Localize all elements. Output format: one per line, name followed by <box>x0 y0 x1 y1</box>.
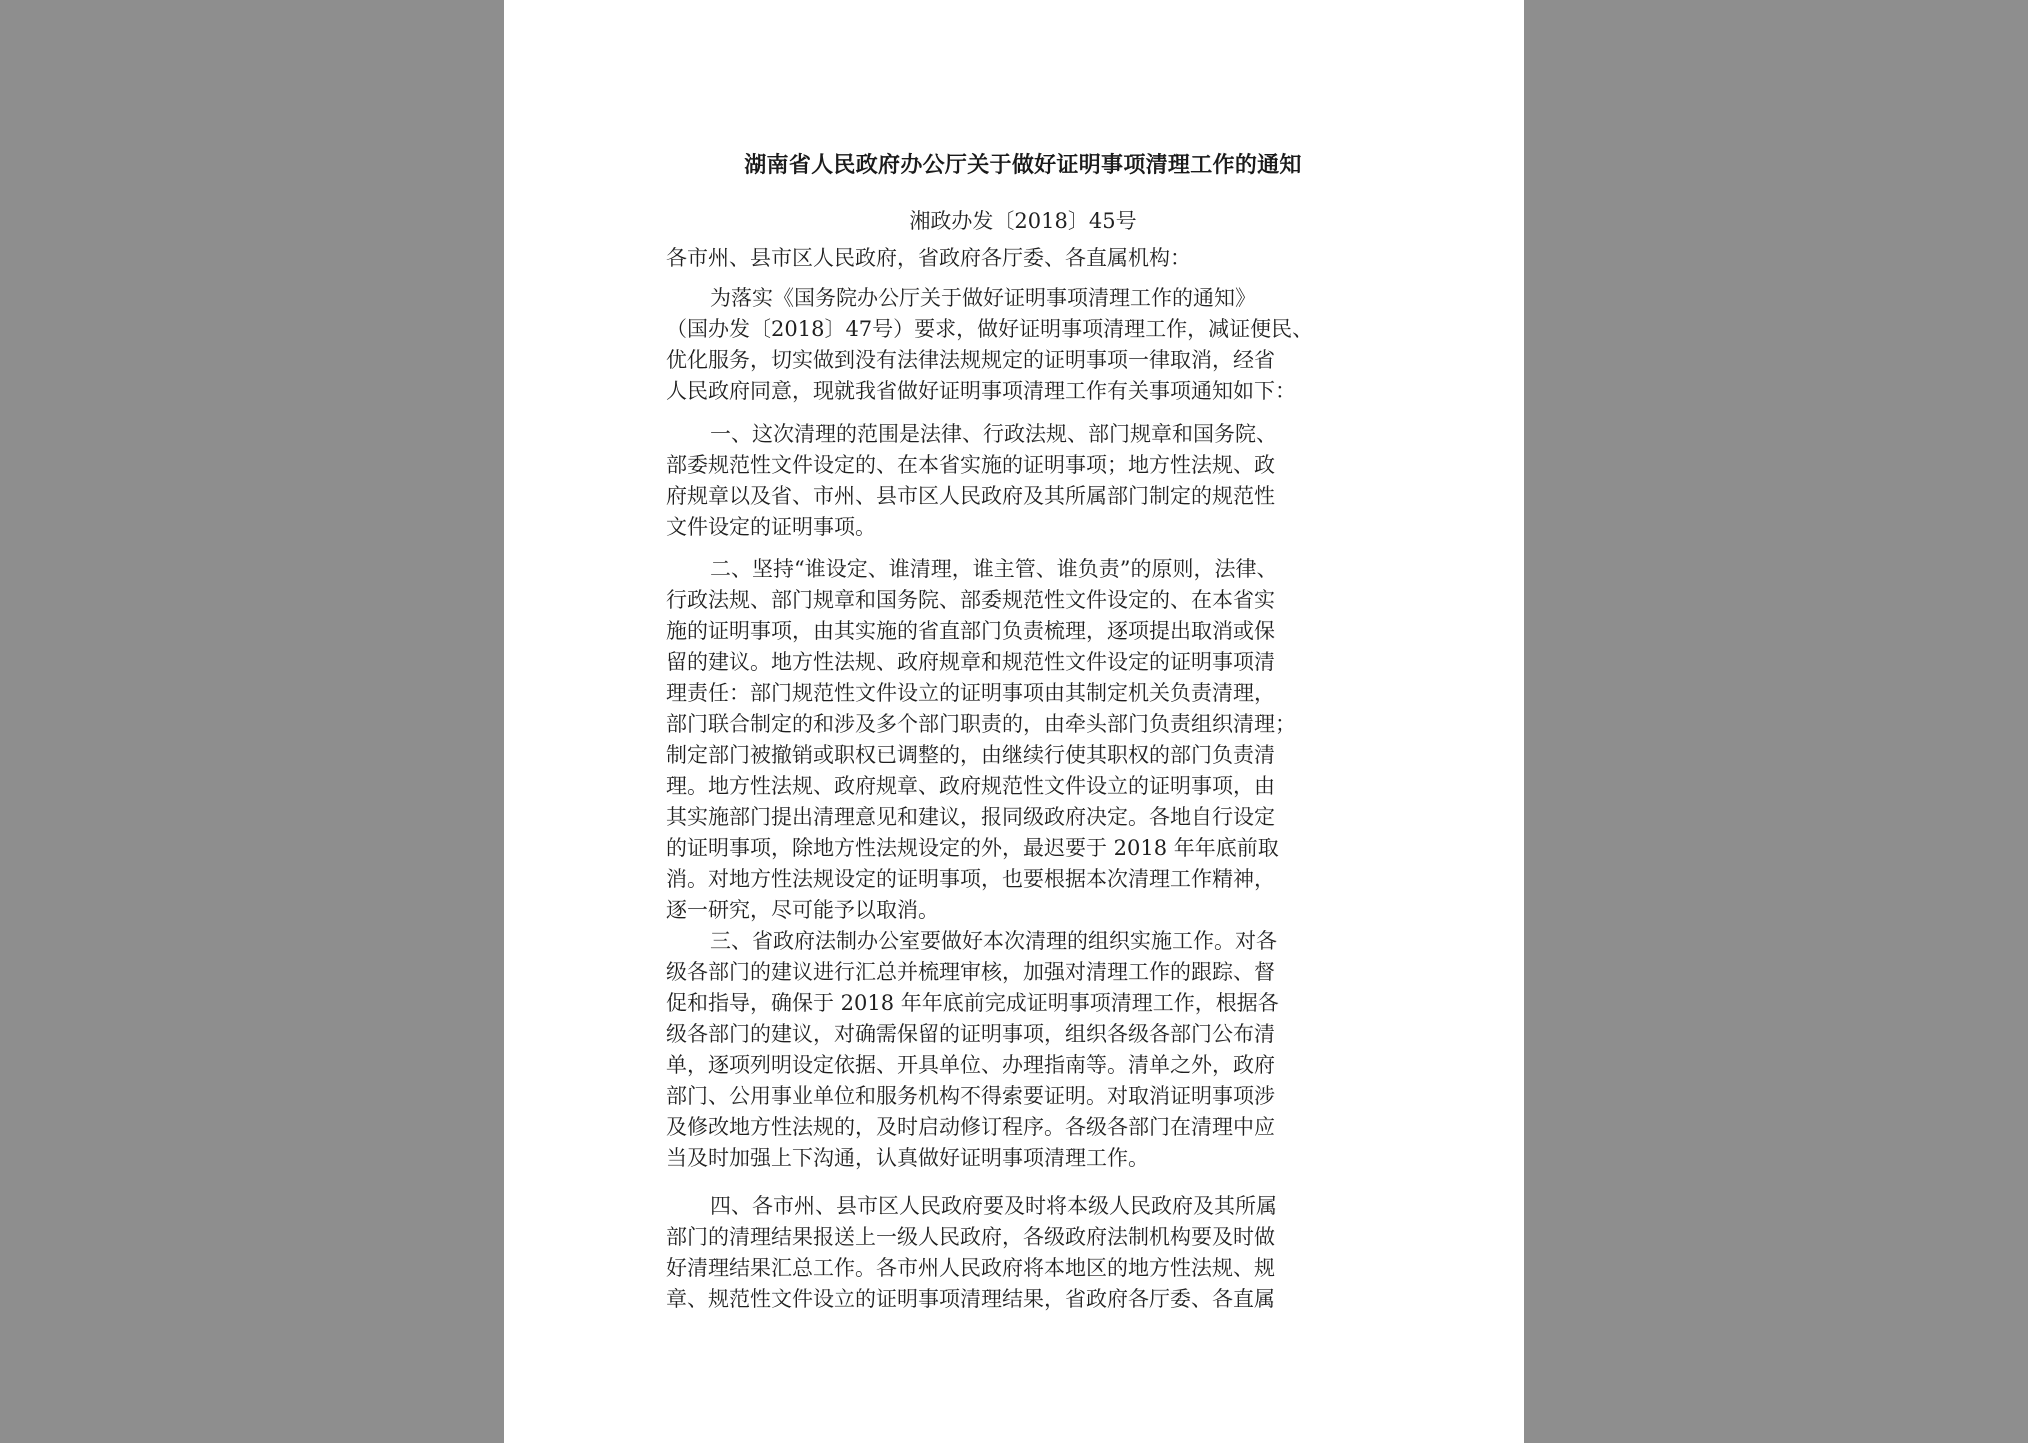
paragraph-line: 二、坚持“谁设定、谁清理，谁主管、谁负责”的原则，法律、 <box>710 557 1278 581</box>
paragraph-intro <box>666 283 1380 407</box>
paragraph-line: 当及时加强上下沟通，认真做好证明事项清理工作。 <box>666 1146 1149 1170</box>
paragraph-line: 理责任：部门规范性文件设立的证明事项由其制定机关负责清理， <box>666 681 1275 705</box>
paragraph-line: 一、这次清理的范围是法律、行政法规、部门规章和国务院、 <box>710 422 1277 446</box>
paragraph-line: 三、省政府法制办公室要做好本次清理的组织实施工作。对各 <box>710 929 1277 953</box>
paragraph-item-2 <box>666 554 1380 926</box>
paragraph-line: 级各部门的建议，对确需保留的证明事项，组织各级各部门公布清 <box>666 1022 1275 1046</box>
paragraph-line: 理。地方性法规、政府规章、政府规范性文件设立的证明事项，由 <box>666 774 1275 798</box>
paragraph-line: 逐一研究，尽可能予以取消。 <box>666 898 939 922</box>
paragraph-line: 人民政府同意，现就我省做好证明事项清理工作有关事项通知如下： <box>666 379 1296 403</box>
paragraph-line: 施的证明事项，由其实施的省直部门负责梳理，逐项提出取消或保 <box>666 619 1275 643</box>
paragraph-line: （国办发〔2018〕47号）要求，做好证明事项清理工作，减证便民、 <box>666 317 1314 341</box>
paragraph-line: 文件设定的证明事项。 <box>666 515 876 539</box>
paragraph-line: 优化服务，切实做到没有法律法规规定的证明事项一律取消，经省 <box>666 348 1275 372</box>
paragraph-line: 部门的清理结果报送上一级人民政府，各级政府法制机构要及时做 <box>666 1225 1275 1249</box>
paragraph-line: 为落实《国务院办公厅关于做好证明事项清理工作的通知》 <box>710 286 1256 310</box>
paragraph-item-4 <box>666 1191 1380 1315</box>
paragraph-line: 单，逐项列明设定依据、开具单位、办理指南等。清单之外，政府 <box>666 1053 1275 1077</box>
paragraph-line: 部委规范性文件设定的、在本省实施的证明事项；地方性法规、政 <box>666 453 1275 477</box>
paragraph-line: 部门、公用事业单位和服务机构不得索要证明。对取消证明事项涉 <box>666 1084 1275 1108</box>
paragraph-item-1 <box>666 419 1380 543</box>
paragraph-line: 消。对地方性法规设定的证明事项，也要根据本次清理工作精神， <box>666 867 1275 891</box>
paragraph-line: 促和指导，确保于 2018 年年底前完成证明事项清理工作，根据各 <box>666 991 1279 1015</box>
paragraph-line: 行政法规、部门规章和国务院、部委规范性文件设定的、在本省实 <box>666 588 1275 612</box>
paragraph-line: 好清理结果汇总工作。各市州人民政府将本地区的地方性法规、规 <box>666 1256 1275 1280</box>
paragraph-line: 制定部门被撤销或职权已调整的，由继续行使其职权的部门负责清 <box>666 743 1275 767</box>
document-number: 湘政办发〔2018〕45号 <box>909 209 1137 233</box>
paragraph-line: 府规章以及省、市州、县市区人民政府及其所属部门制定的规范性 <box>666 484 1275 508</box>
paragraph-line: 四、各市州、县市区人民政府要及时将本级人民政府及其所属 <box>710 1194 1277 1218</box>
paragraph-line: 留的建议。地方性法规、政府规章和规范性文件设定的证明事项清 <box>666 650 1275 674</box>
salutation: 各市州、县市区人民政府，省政府各厅委、各直属机构： <box>666 246 1191 270</box>
document-page <box>504 0 1524 1443</box>
paragraph-line: 的证明事项，除地方性法规设定的外，最迟要于 2018 年年底前取 <box>666 836 1279 860</box>
paragraph-item-3 <box>666 926 1380 1174</box>
paragraph-line: 其实施部门提出清理意见和建议，报同级政府决定。各地自行设定 <box>666 805 1275 829</box>
document-title: 湖南省人民政府办公厅关于做好证明事项清理工作的通知 <box>744 152 1302 178</box>
paragraph-line: 级各部门的建议进行汇总并梳理审核，加强对清理工作的跟踪、督 <box>666 960 1275 984</box>
paragraph-line: 及修改地方性法规的，及时启动修订程序。各级各部门在清理中应 <box>666 1115 1275 1139</box>
paragraph-line: 部门联合制定的和涉及多个部门职责的，由牵头部门负责组织清理； <box>666 712 1296 736</box>
paragraph-line: 章、规范性文件设立的证明事项清理结果，省政府各厅委、各直属 <box>666 1287 1275 1311</box>
